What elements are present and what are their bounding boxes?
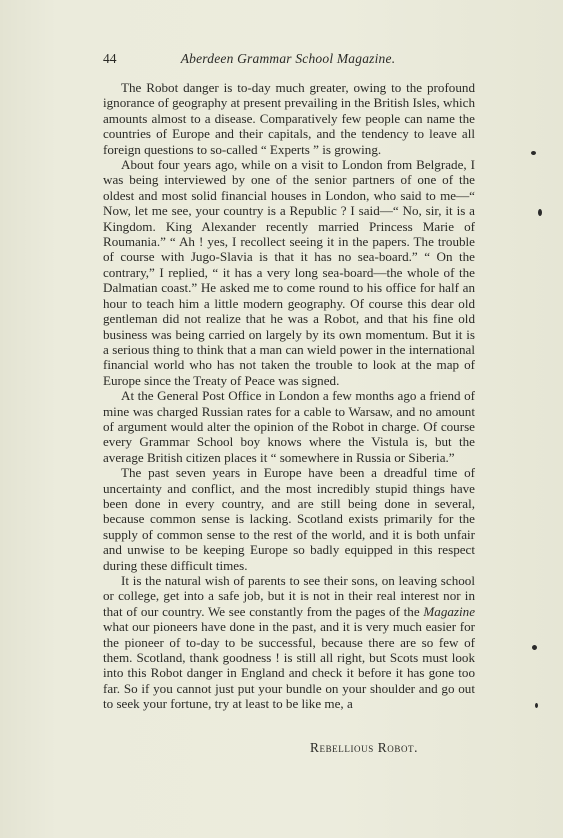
author-signature: Rebellious Robot.	[310, 740, 419, 755]
ink-speck-mark	[535, 703, 538, 708]
ink-speck-mark	[531, 151, 536, 155]
paragraph-3: At the General Post Office in London a few months ago a friend of mine was charged Russian rates for a cable to Warsaw, and no amount of argument would alter the opinion of the Robot in charge. Of course every Grammar School boy knows where the Vistula is, but the average British citizen places it “ somewhere in Russia or Siberia.”	[103, 388, 475, 465]
page-header	[103, 51, 473, 67]
paragraph-5-start: It is the natural wish of parents to see their sons, on leaving school or college, get into a safe job, but it is not in their real interest nor in that of our country. We see constantly from the pages of the	[103, 573, 475, 619]
paragraph-5	[103, 573, 475, 712]
article-body	[103, 80, 475, 712]
paragraph-4: The past seven years in Europe have been a dreadful time of uncertainty and conflict, and the most incredibly stupid things have been done in every country, and are still being done in several, because common sense is lacking. Scotland exists primarily for the supply of common sense to the rest of the world, and it is both unfair and unwise to be keeping Europe so badly equipped in this respect during these difficult times.	[103, 465, 475, 573]
ink-speck-mark	[531, 644, 538, 651]
running-title: Aberdeen Grammar School Magazine.	[180, 51, 396, 66]
paragraph-2: About four years ago, while on a visit to London from Belgrade, I was being interviewed by one of the senior partners of one of the oldest and most solid financial houses in London, who said to me—“ Now, let me see, your country is a Republic ? I said—“ No, sir, it is a Kingdom. King Alexander recently married Princess Marie of Roumania.” “ Ah ! yes, I recollect seeing it in the papers. The trouble of course with Jugo-Slavia is that it has no sea-board.” “ On the contrary,” I replied, “ it has a very long sea-board—the whole of the Dalmatian coast.” He asked me to come round to his office for half an hour to teach him a little modern geography. Of course this dear old gentleman did not realize that he was a Robot, and that his fine old business was being carried on largely by its own momentum. But it is a serious thing to think that a man can wield power in the international financial world who has not taken the trouble to look at the map of Europe since the Treaty of Peace was signed.	[103, 157, 475, 388]
paragraph-5-end: what our pioneers have done in the past, and it is very much easier for the pioneer of to-day to be successful, because there are so few of them. Scotland, thank goodness ! is still all right, but Scots must look into this Robot danger in England and check it before it has gone too far. So if you cannot just put your bundle on your shoulder and go out to seek your fortune, try at least to be like me, a	[103, 619, 475, 712]
paragraph-1: The Robot danger is to-day much greater, owing to the profound ignorance of geography at present prevailing in the British Isles, which amounts almost to a disease. Comparatively few people can name the countries of Europe and their capitals, and the tendency to leave all foreign questions to so-called “ Experts ” is growing.	[103, 80, 475, 157]
ink-speck-mark	[538, 209, 542, 216]
page-number: 44	[103, 51, 117, 66]
magazine-title-italic: Magazine	[423, 603, 475, 619]
